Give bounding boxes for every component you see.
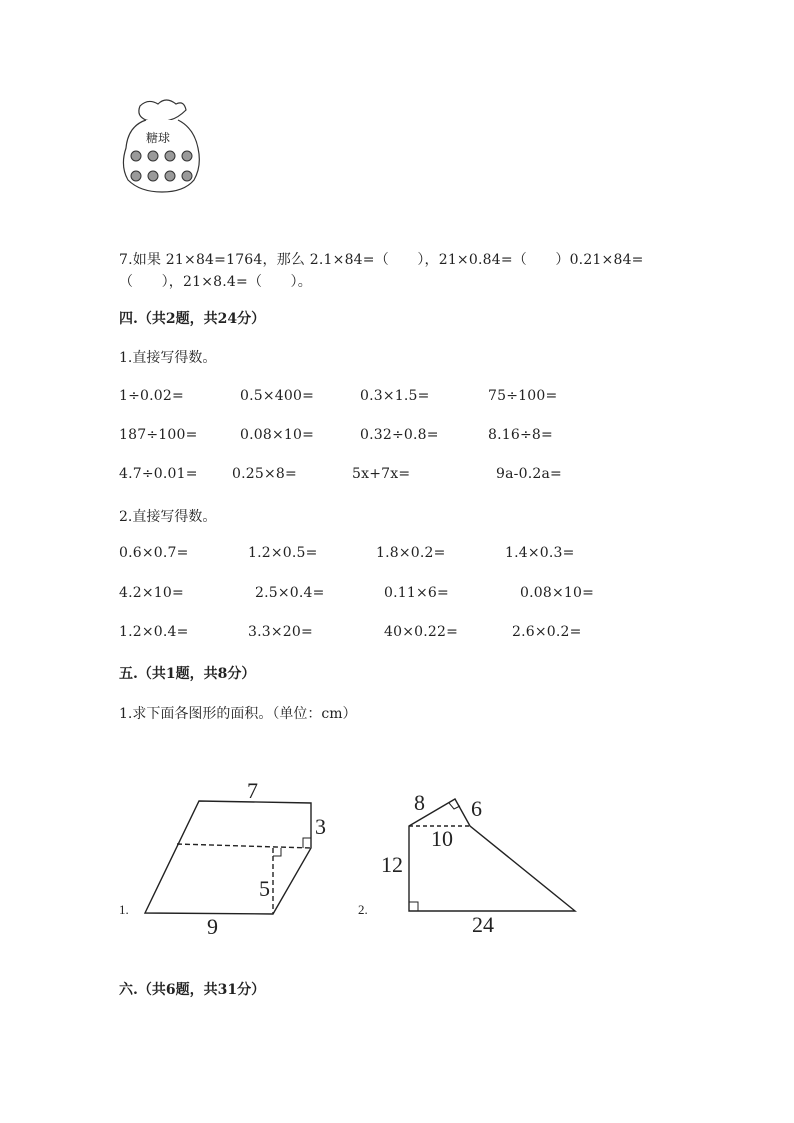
s4p2-r2c1: 4.2×10=	[119, 585, 184, 601]
s4p1-r2c2: 0.08×10=	[240, 427, 315, 443]
figure1-side-label: 3	[315, 814, 326, 839]
s4p2-r3c3: 40×0.22=	[384, 624, 459, 640]
section4-heading: 四.（共2题，共24分）	[119, 311, 266, 327]
section4-p1-title: 1.直接写得数。	[119, 350, 217, 366]
figure1-top-label: 7	[247, 778, 258, 803]
q7-line2: （ ），21×8.4=（ ）。	[119, 274, 312, 290]
section5-p1-title: 1.求下面各图形的面积。（单位：cm）	[119, 706, 357, 722]
figure2-left-label: 12	[381, 852, 403, 877]
section4-p2-title: 2.直接写得数。	[119, 509, 217, 525]
figure2-b-label: 6	[471, 796, 482, 821]
s4p1-r2c3: 0.32÷0.8=	[360, 427, 439, 443]
q7-line1: 7.如果 21×84=1764，那么 2.1×84=（ ），21×0.84=（ ）0.21×84=	[119, 252, 644, 268]
s4p1-r3c2: 0.25×8=	[232, 466, 297, 482]
figure1-bottom-label: 9	[207, 914, 218, 939]
s4p1-r1c4: 75÷100=	[488, 388, 558, 404]
s4p1-r1c1: 1÷0.02=	[119, 388, 184, 404]
figure2-bottom-label: 24	[472, 912, 494, 937]
s4p1-r1c3: 0.3×1.5=	[360, 388, 430, 404]
s4p2-r1c4: 1.4×0.3=	[505, 545, 575, 561]
figure2-index: 2.	[358, 902, 368, 917]
figure2-c-label: 10	[431, 826, 453, 851]
s4p2-r1c3: 1.8×0.2=	[376, 545, 446, 561]
s4p2-r2c4: 0.08×10=	[520, 585, 595, 601]
s4p2-r3c1: 1.2×0.4=	[119, 624, 189, 640]
s4p1-r3c3: 5x+7x=	[352, 466, 411, 482]
s4p2-r2c2: 2.5×0.4=	[255, 585, 325, 601]
s4p2-r3c4: 2.6×0.2=	[512, 624, 582, 640]
bag-label: 糖球	[146, 131, 171, 145]
s4p1-r3c1: 4.7÷0.01=	[119, 466, 198, 482]
s4p2-r1c2: 1.2×0.5=	[248, 545, 318, 561]
s4p1-r2c1: 187÷100=	[119, 427, 198, 443]
s4p1-r1c2: 0.5×400=	[240, 388, 315, 404]
s4p2-r2c3: 0.11×6=	[384, 585, 449, 601]
s4p2-r1c1: 0.6×0.7=	[119, 545, 189, 561]
figure2-a-label: 8	[414, 790, 425, 815]
figure1-index: 1.	[119, 902, 129, 917]
s4p1-r2c4: 8.16÷8=	[488, 427, 553, 443]
section6-heading: 六.（共6题，共31分）	[119, 982, 266, 998]
figure1-height-label: 5	[259, 876, 270, 901]
section5-heading: 五.（共1题，共8分）	[119, 666, 256, 682]
s4p1-r3c4: 9a-0.2a=	[496, 466, 562, 482]
s4p2-r3c2: 3.3×20=	[248, 624, 313, 640]
